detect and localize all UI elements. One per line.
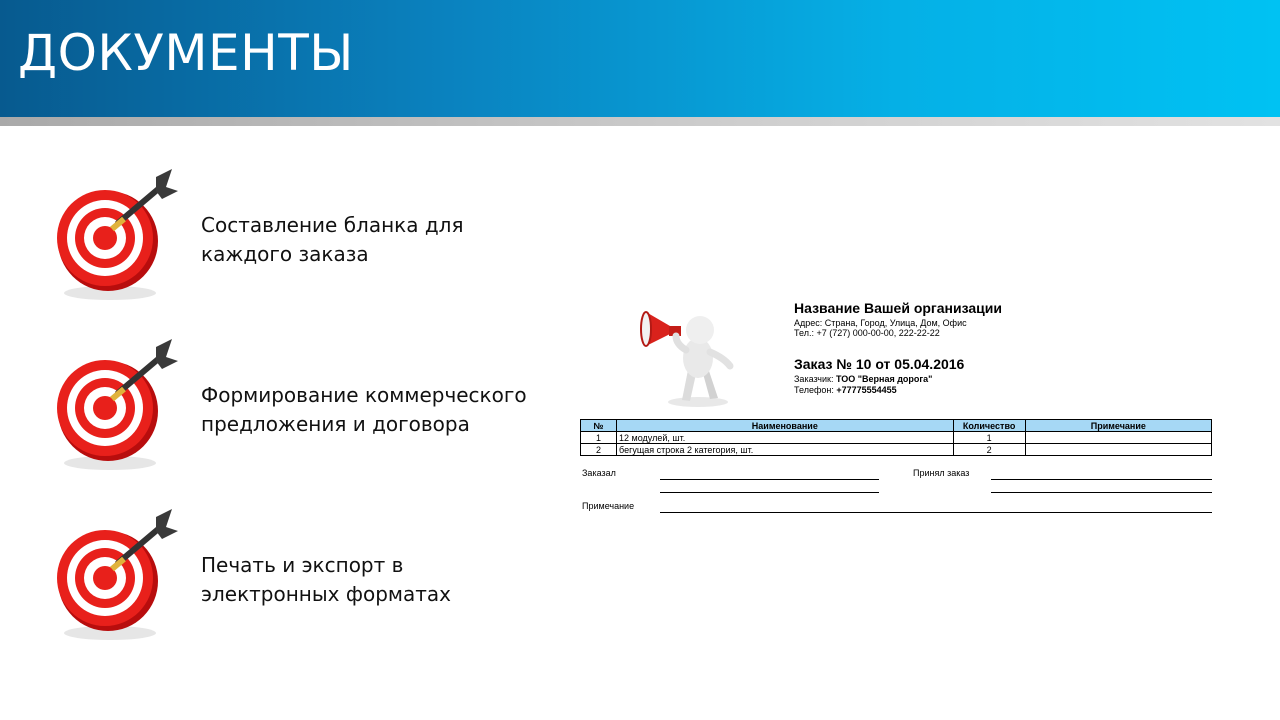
customer-phone-line: Телефон: +77775554455 (794, 385, 897, 395)
table-header-cell: Примечание (1025, 420, 1211, 432)
table-cell: 1 (581, 432, 617, 444)
table-row (581, 432, 1212, 444)
table-cell: 1 (953, 432, 1025, 444)
org-phone: Тел.: +7 (727) 000-00-00, 222-22-22 (794, 328, 940, 338)
table-row (581, 444, 1212, 456)
bullet-text-order-form: Составление бланка для каждого заказа (201, 213, 464, 266)
table-cell: 2 (953, 444, 1025, 456)
table-cell (1025, 444, 1211, 456)
customer-line: Заказчик: ТОО "Верная дорога" (794, 374, 933, 384)
table-header-cell: Количество (953, 420, 1025, 432)
table-cell: бегущая строка 2 категория, шт. (617, 444, 954, 456)
table-cell: 2 (581, 444, 617, 456)
megaphone-person-icon (626, 300, 746, 408)
bullet-text-print-export: Печать и экспорт в электронных форматах (201, 553, 451, 606)
order-document-preview (578, 292, 1214, 522)
accepted-by-label: Принял заказ (913, 468, 970, 478)
signature-line (991, 492, 1212, 493)
signature-line (991, 479, 1212, 480)
table-cell (1025, 432, 1211, 444)
order-items-table (580, 419, 1212, 456)
page-title: ДОКУМЕНТЫ (18, 24, 354, 82)
bullet-text-commercial-offer: Формирование коммерческого предложения и договора (201, 383, 527, 436)
table-header-row (581, 420, 1212, 432)
table-header-cell: Наименование (617, 420, 954, 432)
target-dart-icon (48, 505, 188, 645)
signature-line (660, 479, 879, 480)
org-name: Название Вашей организации (794, 300, 1002, 316)
signature-line (660, 492, 879, 493)
target-dart-icon (48, 165, 188, 305)
order-title: Заказ № 10 от 05.04.2016 (794, 356, 965, 372)
table-cell: 12 модулей, шт. (617, 432, 954, 444)
target-dart-icon (48, 335, 188, 475)
table-header-cell: № (581, 420, 617, 432)
note-line (660, 512, 1212, 513)
org-address: Адрес: Страна, Город, Улица, Дом, Офис (794, 318, 967, 328)
ordered-by-label: Заказал (582, 468, 616, 478)
header-divider (0, 117, 1280, 126)
note-label: Примечание (582, 501, 635, 511)
